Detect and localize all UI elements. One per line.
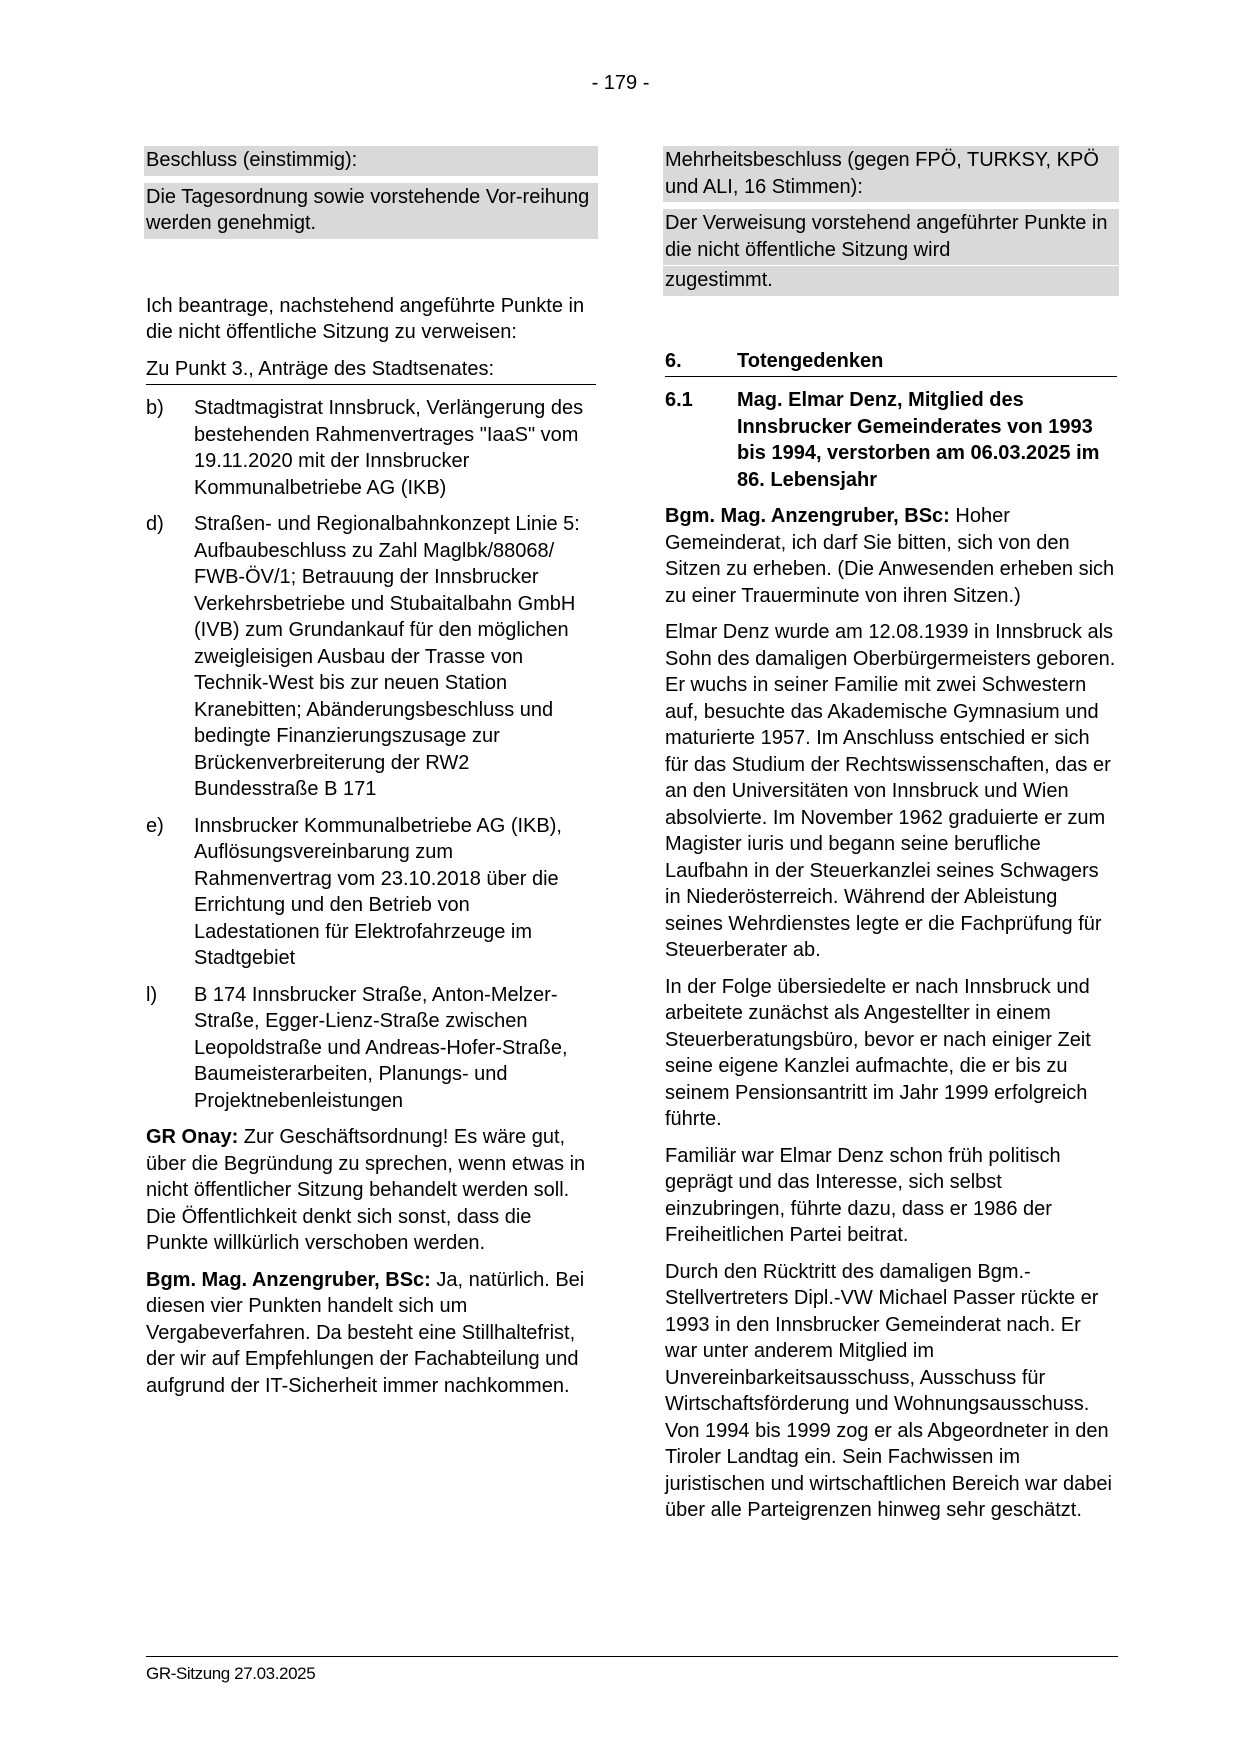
statement-mayor xyxy=(146,1267,596,1400)
left-column xyxy=(146,146,596,1409)
speaker-name: Bgm. Mag. Anzengruber, BSc: xyxy=(665,505,950,527)
speaker-name: Bgm. Mag. Anzengruber, BSc: xyxy=(146,1268,431,1291)
statement-text: Zur Geschäftsordnung! Es wäre gut, über die Begründung zu sprechen, wenn etwas in nicht öffentlicher Sitzung behandelt werden soll. Die Öffentlichkeit denkt sich sonst, dass die Punkte willkürlich verschoben werden. xyxy=(146,1126,586,1254)
list-item-text: Stadtmagistrat Innsbruck, Verlängerung des bestehenden Rahmenvertrages "IaaS" vom 19.11.2020 mit der Innsbrucker Kommunalbetriebe AG (IKB) xyxy=(194,397,584,499)
list-marker: e) xyxy=(146,814,164,837)
right-column xyxy=(665,146,1117,1534)
subsection-heading xyxy=(665,387,1117,493)
obituary-paragraph: Elmar Denz wurde am 12.08.1939 in Innsbruck als Sohn des damaligen Oberbürgermeisters geboren. Er wuchs in seiner Familie mit zwei Schwestern auf, besuchte das Akademische Gymnasium und maturierte 1957. Im Anschluss entschied er sich für das Studium der Rechtswissenschaften, das er an den Universitäten von Innsbruck und Wien absolvierte. Im November 1962 graduierte er zum Magister iuris und begann seine berufliche Laufbahn in der Steuerkanzlei seines Schwagers in Niederösterreich. Während der Ableistung seines Wehrdienstes legte er die Fachprüfung für Steuerberater ab. xyxy=(665,621,1116,961)
list-item xyxy=(146,982,596,1115)
subsection-title: Mag. Elmar Denz, Mitglied des Innsbrucker Gemeinderates von 1993 bis 1994, verstorben am 06.03.2025 im 86. Lebensjahr xyxy=(737,389,1100,491)
footer-divider xyxy=(146,1656,1118,1657)
agenda-subheading: Zu Punkt 3., Anträge des Stadtsenates: xyxy=(146,356,596,386)
list-marker: l) xyxy=(146,983,158,1006)
section-number: 6. xyxy=(665,349,682,372)
statement-onay xyxy=(146,1124,596,1257)
list-item xyxy=(146,395,596,501)
majority-decision-block xyxy=(663,146,1119,296)
list-item xyxy=(146,813,596,972)
list-item-text: B 174 Innsbrucker Straße, Anton-Melzer-Straße, Egger-Lienz-Straße zwischen Leopoldstraße und Andreas-Hofer-Straße, Baumeisterarbeiten, Planungs- und Projektnebenleistungen xyxy=(194,983,568,1112)
decision-block xyxy=(144,146,598,239)
decision-text-continued: zugestimmt. xyxy=(663,265,1119,296)
obituary-paragraph: Familiär war Elmar Denz schon früh politisch geprägt und das Interesse, sich selbst einzubringen, führte dazu, dass er 1986 der Freiheitlichen Partei beitrat. xyxy=(665,1144,1061,1246)
statement-text: Ja, natürlich. Bei diesen vier Punkten handelt sich um Vergabeverfahren. Da besteht eine Stillhaltefrist, der wir auf Empfehlungen der Fachabteilung und aufgrund der IT-Sicherheit immer nachkommen. xyxy=(146,1268,585,1397)
motion-intro: Ich beantrage, nachstehend angeführte Punkte in die nicht öffentliche Sitzung zu verweisen: xyxy=(146,294,585,343)
obituary-paragraph: Durch den Rücktritt des damaligen Bgm.-Stellvertreters Dipl.-VW Michael Passer rückte er 1993 in den Innsbrucker Gemeinderat nach. Er war unter anderem Mitglied im Unvereinbarkeitsausschuss, Ausschuss für Wirtschaftsförderung und Wohnungsausschuss. Von 1994 bis 1999 zog er als Abgeordneter in den Tiroler Landtag ein. Sein Fachwissen im juristischen und wirtschaftlichen Bereich war dabei über alle Parteigrenzen hinweg sehr geschätzt. xyxy=(665,1260,1112,1521)
decision-text: Der Verweisung vorstehend angeführter Punkte in die nicht öffentliche Sitzung wird xyxy=(663,209,1119,265)
decision-label: Mehrheitsbeschluss (gegen FPÖ, TURKSY, KPÖ und ALI, 16 Stimmen): xyxy=(663,146,1119,202)
list-item xyxy=(146,511,596,803)
footer-session-date: GR-Sitzung 27.03.2025 xyxy=(146,1664,316,1683)
page-number: - 179 - xyxy=(591,72,650,94)
speaker-name: GR Onay: xyxy=(146,1126,239,1148)
list-item-text: Straßen- und Regionalbahnkonzept Linie 5: Aufbaubeschluss zu Zahl Maglbk/88068/ FWB-ÖV/1; Betrauung der Innsbrucker Verkehrsbetriebe und Stubaitalbahn GmbH (IVB) zum Grundankauf für den möglichen zweigleisigen Ausbau der Trasse von Technik-West bis zur neuen Station Kranebitten; Abänderungsbeschluss und bedingte Finanzierungszusage zur Brückenverbreiterung der RW2 Bundesstraße B 171 xyxy=(194,513,580,800)
subsection-number: 6.1 xyxy=(665,389,693,411)
list-marker: d) xyxy=(146,513,164,535)
section-heading xyxy=(665,348,1117,378)
obituary-paragraph: In der Folge übersiedelte er nach Innsbruck und arbeitete zunächst als Angestellter in einem Steuerberatungsbüro, bevor er nach einiger Zeit seine eigene Kanzlei aufmachte, die er bis zu seinem Pensionsantritt im Jahr 1999 erfolgreich führte. xyxy=(665,975,1091,1130)
section-title: Totengedenken xyxy=(737,349,884,372)
list-marker: b) xyxy=(146,397,164,419)
list-item-text: Innsbrucker Kommunalbetriebe AG (IKB), Auflösungsvereinbarung zum Rahmenvertrag vom 23.10.2018 über die Errichtung und den Betrieb von Ladestationen für Elektrofahrzeuge im Stadtgebiet xyxy=(194,814,562,969)
decision-label: Beschluss (einstimmig): xyxy=(144,146,598,176)
statement-text: Hoher Gemeinderat, ich darf Sie bitten, sich von den Sitzen zu erheben. (Die Anwesenden erheben sich zu einer Trauerminute von ihren Sitzen.) xyxy=(665,505,1115,607)
decision-text: Die Tagesordnung sowie vorstehende Vor-reihung werden genehmigt. xyxy=(144,183,598,239)
statement-mayor xyxy=(665,503,1117,609)
